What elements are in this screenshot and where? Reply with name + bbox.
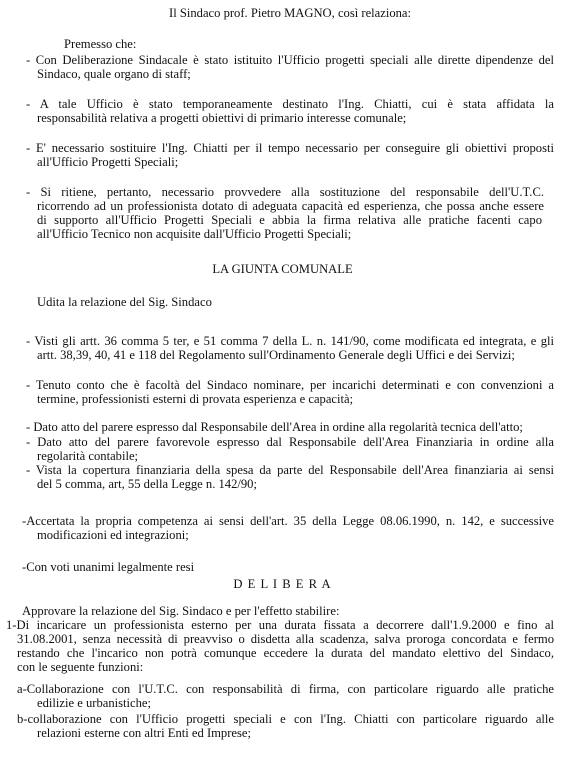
visti-3-line-1: - Dato atto del parere espresso dal Responsabile dell'Area in ordine alla regolarità tecnica dell'atto;: [26, 420, 523, 434]
visti-4-line-2: regolarità contabile;: [37, 449, 139, 463]
visti-4-line-1: - Dato atto del parere favorevole espresso dal Responsabile dell'Area Finanziaria in ordine alla: [26, 435, 554, 449]
premessa-2-line-2: responsabilità relativa a progetti obiettivi di primario interesse comunale;: [37, 111, 407, 125]
visti-5-line-2: del 5 comma, art, 55 della Legge n. 142/90;: [37, 477, 257, 491]
approvare-line: Approvare la relazione del Sig. Sindaco e per l'effetto stabilire:: [22, 604, 340, 618]
delibera-b-line-1: b-collaborazione con l'Ufficio progetti speciali e con l'Ing. Chiatti con particolare riguardo alle: [17, 712, 554, 726]
premessa-4-line-3: di supporto all'Ufficio Progetti Speciali e abbia la firma relativa alle pratiche facenti capo: [37, 213, 542, 227]
visti-2-line-1: - Tenuto conto che è facoltà del Sindaco nominare, per incarichi determinati e con convenzioni a: [26, 378, 554, 392]
premessa-4-line-1: - Si ritiene, pertanto, necessario provvedere alla sostituzione del responsabile dell'U.T.C.: [26, 185, 544, 199]
giunta-heading: LA GIUNTA COMUNALE: [212, 262, 353, 276]
accertata-line-2: modificazioni ed integrazioni;: [37, 528, 189, 542]
visti-2-line-2: termine, professionisti esterni di provata esperienza e capacità;: [37, 392, 354, 406]
visti-1-line-2: artt. 38,39, 40, 41 e 118 del Regolamento sull'Ordinamento Generale degli Uffici e dei Servizi;: [37, 348, 515, 362]
premessa-4-line-4: all'Ufficio Tecnico non acquisite dall'Ufficio Progetti Speciali;: [37, 227, 352, 241]
delibera-b-line-2: relazioni esterne con altri Enti ed Imprese;: [37, 726, 252, 740]
visti-1-line-1: - Visti gli artt. 36 comma 5 ter, e 51 comma 7 della L. n. 141/90, come modificata ed integrata, e gli: [26, 334, 554, 348]
premessa-1-line-1: - Con Deliberazione Sindacale è stato istituito l'Ufficio progetti speciali alle dirette dipendenze del: [26, 53, 554, 67]
delibera-a-line-2: edilizie e urbanistiche;: [37, 696, 151, 710]
udita-line: Udita la relazione del Sig. Sindaco: [37, 295, 212, 309]
delibera-1-line-3: restando che l'incarico non potrà comunque eccedere la durata del mandato elettivo del Sindaco,: [17, 646, 554, 660]
premessa-3-line-1: - E' necessario sostituire l'Ing. Chiatti per il tempo necessario per conseguire gli obiettivi proposti: [26, 141, 554, 155]
premessa-1-line-2: Sindaco, quale organo di staff;: [37, 67, 191, 81]
delibera-a-line-1: a-Collaborazione con l'U.T.C. con responsabilità di firma, con particolare riguardo alle pratiche: [17, 682, 554, 696]
premessa-4-line-2: ricorrendo ad un professionista dotato di adeguata capacità ed esperienza, che possa anche essere: [37, 199, 544, 213]
premessa-2-line-1: - A tale Ufficio è stato temporaneamente destinato l'Ing. Chiatti, cui è stata affidata la: [26, 97, 554, 111]
visti-5-line-1: - Vista la copertura finanziaria della spesa da parte del Responsabile dell'Area finanziaria ai sensi: [26, 463, 554, 477]
delibera-1-line-1: 1-Di incaricare un professionista esterno per una durata fissata a decorrere dall'1.9.2000 e fino al: [6, 618, 554, 632]
premessa-3-line-2: all'Ufficio Progetti Speciali;: [37, 155, 179, 169]
delibera-1-line-2: 31.08.2001, senza necessità di preavviso o disdetta alla scadenza, salva proroga concordata e fermo: [17, 632, 554, 646]
premesso-heading: Premesso che:: [64, 37, 137, 51]
intro-line: Il Sindaco prof. Pietro MAGNO, così relaziona:: [169, 6, 412, 20]
voti-line: -Con voti unanimi legalmente resi: [22, 560, 195, 574]
accertata-line-1: -Accertata la propria competenza ai sensi dell'art. 35 della Legge 08.06.1990, n. 142, e successive: [22, 514, 554, 528]
delibera-heading: D E L I B E R A: [233, 577, 332, 591]
delibera-1-line-4: con le seguente funzioni:: [17, 660, 144, 674]
